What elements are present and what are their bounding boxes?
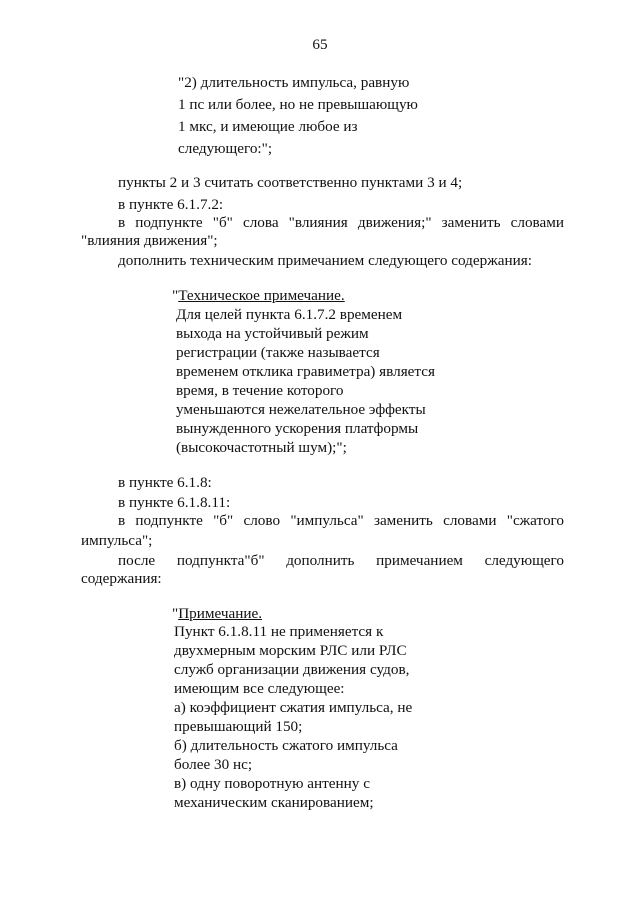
paragraph-line: пункты 2 и 3 считать соответственно пунктами 3 и 4; (118, 174, 463, 191)
quote-line: 1 пс или более, но не превышающую (178, 96, 418, 113)
tech-note-line: временем отклика гравиметра) является (176, 363, 435, 380)
note-line: двухмерным морским РЛС или РЛС (174, 642, 407, 659)
paragraph-line (118, 512, 564, 530)
tech-note-line: вынужденного ускорения платформы (176, 420, 419, 437)
open-quote: " (172, 605, 179, 622)
paragraph-line: в пункте 6.1.8.11: (118, 494, 231, 511)
paragraph-text: в подпункте "б" слова "влияния движения;" заменить словами (118, 214, 564, 231)
tech-note-line: Для целей пункта 6.1.7.2 временем (176, 306, 403, 323)
note-line: а) коэффициент сжатия импульса, не (174, 699, 413, 716)
note-line: имеющим все следующее: (174, 680, 345, 697)
quote-line: 1 мкс, и имеющие любое из (178, 118, 358, 135)
paragraph-line: "влияния движения"; (81, 232, 218, 249)
paragraph-line: в пункте 6.1.7.2: (118, 196, 224, 213)
paragraph-line (118, 552, 564, 570)
tech-note-line: время, в течение которого (176, 382, 344, 399)
paragraph-line (118, 214, 564, 232)
quote-line: "2) длительность импульса, равную (178, 74, 410, 91)
paragraph-line: импульса"; (81, 532, 153, 549)
tech-note-line: уменьшаются нежелательное эффекты (176, 401, 426, 418)
note-line: более 30 нс; (174, 756, 253, 773)
tech-note-line: (высокочастотный шум);"; (176, 439, 347, 456)
open-quote: " (172, 287, 179, 304)
paragraph-text: после подпункта"б" дополнить примечанием следующего (118, 552, 564, 569)
paragraph-line: в пункте 6.1.8: (118, 474, 212, 491)
note-heading-text: Примечание. (178, 605, 263, 622)
tech-note-line: регистрации (также называется (176, 344, 380, 361)
note-line: механическим сканированием; (174, 794, 374, 811)
tech-note-line: выхода на устойчивый режим (176, 325, 369, 342)
tech-note-heading-text: Техническое примечание. (178, 287, 345, 304)
note-heading (172, 605, 262, 623)
note-line: Пункт 6.1.8.11 не применяется к (174, 623, 384, 640)
quote-line: следующего:"; (178, 140, 273, 157)
note-line: служб организации движения судов, (174, 661, 410, 678)
note-line: в) одну поворотную антенну с (174, 775, 370, 792)
note-line: б) длительность сжатого импульса (174, 737, 398, 754)
paragraph-text: в подпункте "б" слово "импульса" заменить словами "сжатого (118, 512, 564, 529)
page-number: 65 (312, 36, 328, 53)
note-line: превышающий 150; (174, 718, 303, 735)
tech-note-heading (172, 287, 345, 305)
paragraph-line: дополнить техническим примечанием следующего содержания: (118, 252, 532, 269)
paragraph-line: содержания: (81, 570, 162, 587)
